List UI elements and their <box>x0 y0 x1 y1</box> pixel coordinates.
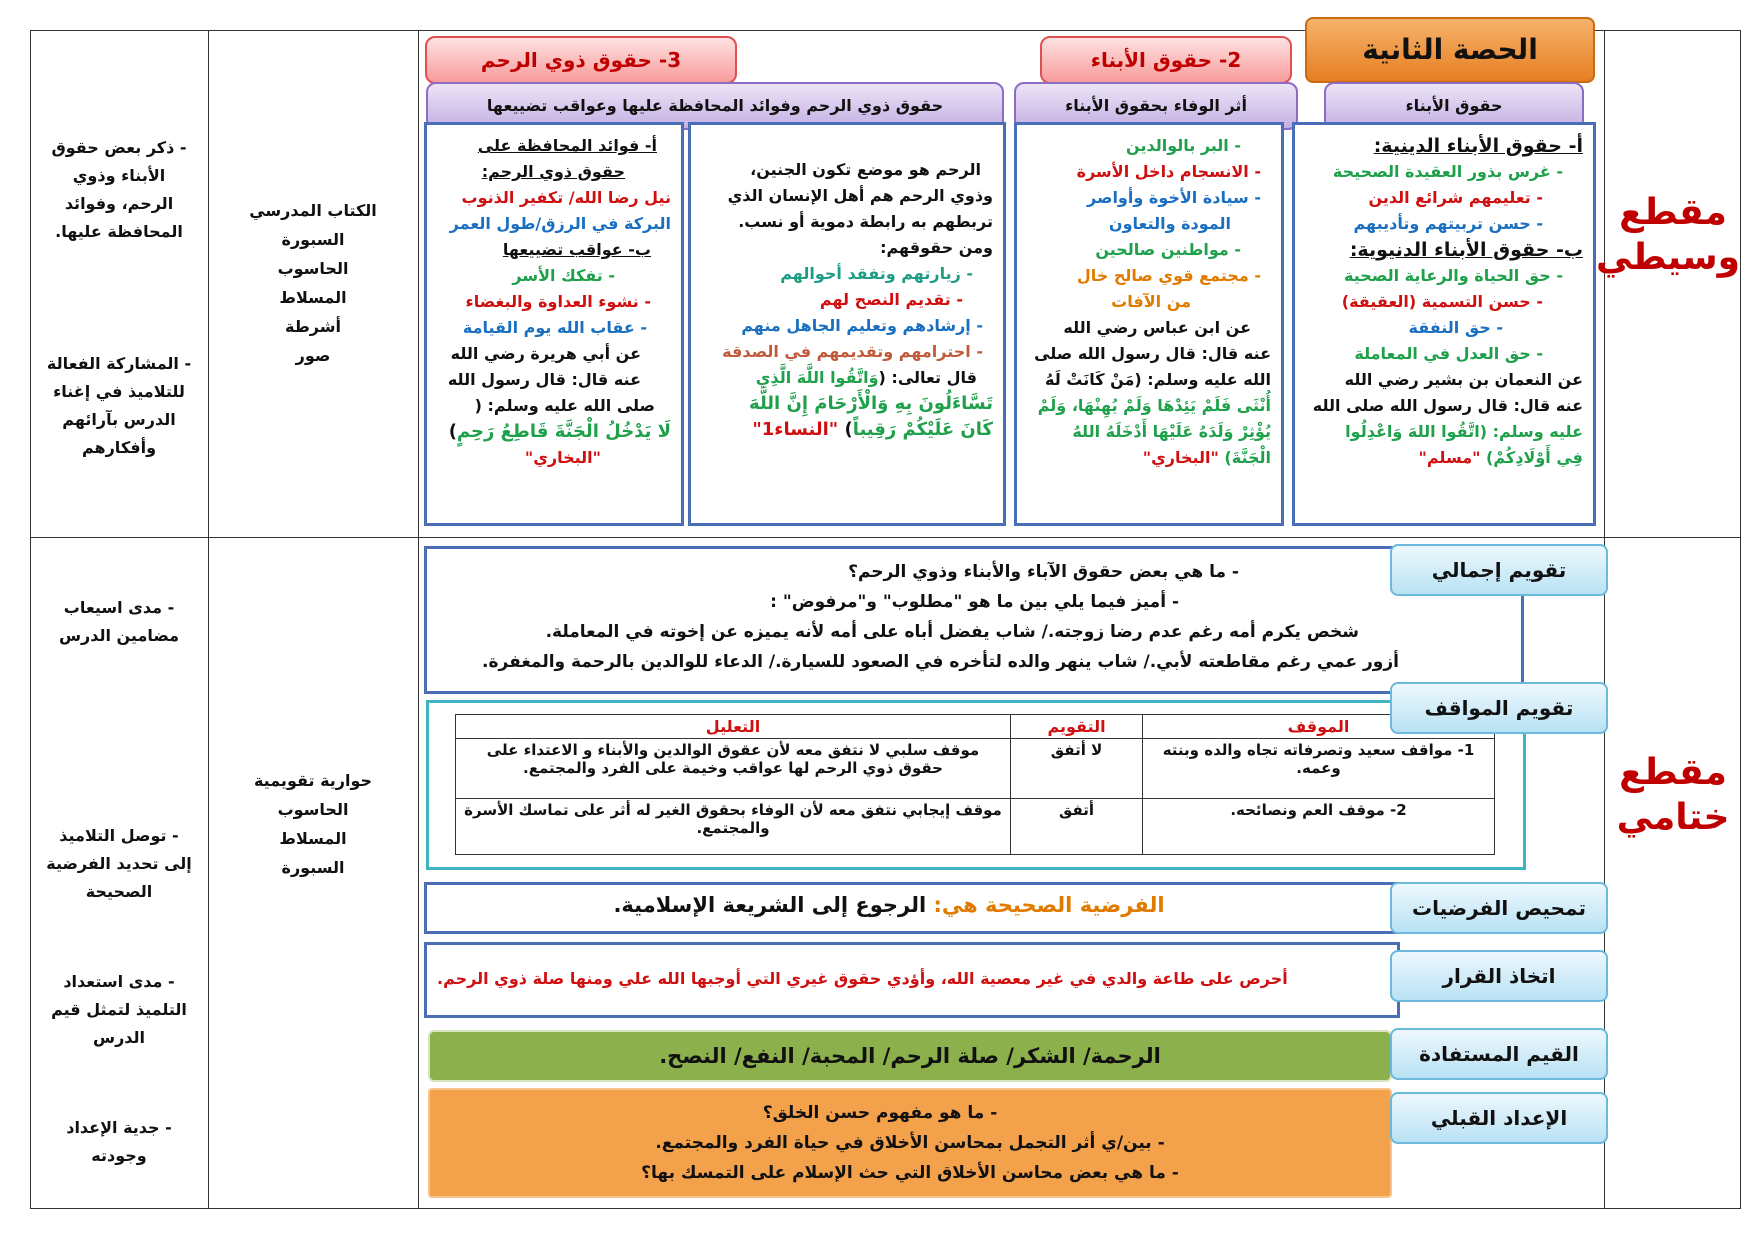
verse-source: "النساء1" <box>752 419 839 440</box>
resources-top <box>210 196 416 370</box>
phase-middle-line1: مقطع <box>1619 192 1727 233</box>
criteria-line: - المشاركة الفعالة <box>46 354 192 373</box>
values-label: القيم المستفادة <box>1390 1028 1608 1080</box>
verse-line <box>701 365 993 391</box>
criteria-line: الدرس بآرائهم <box>62 410 176 429</box>
summary-eval-box <box>424 546 1524 694</box>
hadith-line <box>1305 445 1583 471</box>
session-title: الحصة الثانية <box>1305 17 1595 83</box>
list-item: - حق الحياة والرعاية الصحية <box>1344 266 1563 285</box>
frame-col-1 <box>208 30 209 1209</box>
list-item-cont: المودة والتعاون <box>1108 214 1231 233</box>
values-text: الرحمة/ الشكر/ صلة الرحم/ المحبة/ النفع/ النصح. <box>659 1044 1161 1068</box>
list-item: - زيارتهم وتفقد أحوالهم <box>780 264 973 283</box>
hadith-text: الْجَنَّةَ) <box>1224 448 1271 467</box>
resource-item: حوارية تقويمية <box>253 771 373 790</box>
values-box <box>428 1030 1392 1082</box>
criteria-line: المحافظة عليها. <box>55 222 183 241</box>
hadith-line: صلى الله عليه وسلم: ( <box>474 396 655 415</box>
hadith-text: عليه وسلم: (اتَّقُوا اللهَ وَاعْدِلُوا <box>1345 422 1583 441</box>
frame-middle <box>30 537 1740 538</box>
verse-line: كَانَ عَلَيْكُمْ رَقِيباً) "النساء1" <box>752 419 993 440</box>
resources-bottom <box>210 766 416 882</box>
loyalty-effects-box <box>1014 122 1284 526</box>
prep-label: الإعداد القبلي <box>1390 1092 1608 1144</box>
hadith-line: أُنْثَى فَلَمْ يَئِدْهَا وَلَمْ يُهِنْهَا، وَلَمْ <box>1037 396 1271 415</box>
list-item: - الانسجام داخل الأسرة <box>1076 162 1261 181</box>
criteria-line: وأفكارهم <box>81 438 157 457</box>
table-row <box>456 739 1495 799</box>
hadith-line: عن النعمان بن بشير رضي الله <box>1344 370 1583 389</box>
list-item: - نشوء العداوة والبغضاء <box>465 292 651 311</box>
phase-final-line1: مقطع <box>1619 752 1727 793</box>
table-header: التعليل <box>456 715 1011 739</box>
criteria-6 <box>32 1114 206 1170</box>
list-item: - حق العدل في المعاملة <box>1354 344 1543 363</box>
decision-text: أحرص على طاعة والدي في غير معصية الله، وأؤدي حقوق غيري التي أوجبها الله علي ومنها صلة ذوي الرحم. <box>437 969 1288 988</box>
summary-question: - أميز فيما يلي بين ما هو "مطلوب" و"مرفوض" : <box>770 592 1179 612</box>
list-item: - حسن التسمية (العقيقة) <box>1341 292 1543 311</box>
criteria-1 <box>32 134 206 246</box>
tab-children-rights: 2- حقوق الأبناء <box>1040 36 1292 84</box>
verse-text: كَانَ عَلَيْكُمْ رَقِيباً <box>852 419 993 440</box>
table-header: الموقف <box>1143 715 1495 739</box>
verse-line: تَسَّاءَلُونَ بِهِ وَالْأَرْحَامَ إِنَّ اللَّهَ <box>749 393 993 414</box>
decision-label: اتخاذ القرار <box>1390 950 1608 1002</box>
table-header-row <box>456 715 1495 739</box>
criteria-line: - مدى استعداد <box>63 972 175 991</box>
children-religious-title: أ- حقوق الأبناء الدينية: <box>1373 135 1583 157</box>
list-item: - حق النفقة <box>1408 318 1503 337</box>
table-row <box>456 799 1495 855</box>
resource-item: الحاسوب <box>277 259 349 278</box>
phase-final-line2: ختامي <box>1616 797 1730 838</box>
criteria-line: الصحيحة <box>85 882 153 901</box>
summary-eval-label: تقويم إجمالي <box>1390 544 1608 596</box>
hypothesis-label: تمحيص الفرضيات <box>1390 882 1608 934</box>
list-item: - عقاب الله يوم القيامة <box>462 318 647 337</box>
hadith-line: عن أبي هريرة رضي الله <box>450 344 641 363</box>
frame-bottom <box>30 1208 1740 1209</box>
resource-item: المسلاط <box>279 829 347 848</box>
criteria-line: الأبناء وذوي <box>72 166 166 185</box>
prep-box <box>428 1088 1392 1198</box>
phase-middle <box>1596 190 1740 280</box>
criteria-line: إلى تحديد الفرضية <box>46 854 192 873</box>
hadith-line: عنه قال: قال رسول الله صلى <box>1034 344 1271 363</box>
hadith-line: يُؤْثِرْ وَلَدَهُ عَلَيْهَا أَدْخَلَهُ اللهُ <box>1072 422 1271 441</box>
positions-table <box>455 714 1495 855</box>
verdict-cell: أتفق <box>1011 799 1143 855</box>
criteria-5 <box>32 968 206 1052</box>
verdict-cell: لا أتفق <box>1011 739 1143 799</box>
phase-middle-line2: وسيطي <box>1596 237 1740 278</box>
criteria-line: للتلاميذ في إغناء <box>53 382 185 401</box>
criteria-4 <box>32 822 206 906</box>
list-item: - مجتمع قوي صالح خال <box>1076 266 1261 285</box>
frame-right <box>1740 30 1741 1209</box>
prep-question: - بين/ي أثر التجمل بمحاسن الأخلاق في حياة الفرد والمجتمع. <box>655 1133 1165 1153</box>
subtitle-loyalty-effects: أثر الوفاء بحقوق الأبناء <box>1014 82 1298 130</box>
definition-line: ومن حقوقهم: <box>880 238 993 257</box>
resource-item: السبورة <box>281 230 345 249</box>
reason-cell: موقف سلبي لا نتفق معه لأن عقوق الوالدين والأبناء و الاعتداء على حقوق ذوي الرحم لها عواقب وخيمة على الفرد والمجتمع. <box>456 739 1011 799</box>
list-item: - مواطنين صالحين <box>1095 240 1241 259</box>
criteria-line: - توصل التلاميذ <box>59 826 179 845</box>
hadith-text: فِي أَوْلَادِكُمْ) <box>1486 448 1583 467</box>
criteria-line: - مدى اسيعاب <box>63 598 175 617</box>
criteria-line: مضامين الدرس <box>58 626 180 645</box>
kinship-benefits-box <box>424 122 684 526</box>
list-item: - غرس بذور العقيدة الصحيحة <box>1332 162 1563 181</box>
hypothesis-box <box>424 882 1524 934</box>
hypothesis-text: الرجوع إلى الشريعة الإسلامية. <box>613 893 927 917</box>
children-rights-box <box>1292 122 1596 526</box>
criteria-line: - ذكر بعض حقوق <box>51 138 187 157</box>
table-header: التقويم <box>1011 715 1143 739</box>
subtitle-kinship-rights: حقوق ذوي الرحم وفوائد المحافظة عليها وعواقب تضييعها <box>426 82 1004 130</box>
hadith-line <box>1027 445 1271 471</box>
hypothesis-prefix: الفرضية الصحيحة هي: <box>933 893 1165 917</box>
definition-line: تربطهم به رابطة دموية أو نسب. <box>738 212 993 231</box>
position-cell: 1- مواقف سعيد وتصرفاته تجاه والده وبنته وعمه. <box>1143 739 1495 799</box>
frame-left <box>30 30 31 1209</box>
hadith-line: الله عليه وسلم: (مَنْ كَانَتْ لَهُ <box>1044 370 1271 389</box>
resource-item: أشرطة <box>285 317 341 336</box>
resource-item: الحاسوب <box>277 800 349 819</box>
list-item: - تعليمهم شرائع الدين <box>1368 188 1543 207</box>
verse-text: وَاتَّقُوا اللَّهَ الَّذِي <box>755 368 879 387</box>
positions-eval-label: تقويم المواقف <box>1390 682 1608 734</box>
hadith-text: لَا يَدْخُلُ الْجَنَّةَ قَاطِعُ رَحِمٍ <box>456 421 671 442</box>
phase-final <box>1606 750 1740 840</box>
list-item: - سيادة الأخوة وأواصر <box>1087 188 1261 207</box>
list-item: - البر بالوالدين <box>1126 136 1241 155</box>
hadith-line: لَا يَدْخُلُ الْجَنَّةَ قَاطِعُ رَحِمٍ) <box>448 421 671 442</box>
criteria-line: - جدية الإعداد <box>66 1118 172 1137</box>
resource-item: الكتاب المدرسي <box>249 201 377 220</box>
hadith-line: عن ابن عباس رضي الله <box>1063 318 1251 337</box>
definition-line: الرحم هو موضع تكون الجنين، <box>750 160 981 179</box>
resource-item: السبورة <box>281 858 345 877</box>
list-item: - احترامهم وتقديمهم في الصدقة <box>722 342 983 361</box>
list-item-cont: من الآفات <box>1111 292 1191 311</box>
definition-line: وذوي الرحم هم أهل الإنسان الذي <box>727 186 993 205</box>
list-item: - تقديم النصح لهم <box>819 290 963 309</box>
benefits-title: حقوق ذوي الرحم: <box>481 162 625 181</box>
list-item: - إرشادهم وتعليم الجاهل منهم <box>741 316 983 335</box>
summary-statement: شخص يكرم أمه رغم عدم رضا زوجته./ شاب يفضل أباه على أمه لأنه يميزه عن إخوته في المعاملة. <box>545 622 1359 642</box>
tab-kinship-rights: 3- حقوق ذوي الرحم <box>425 36 737 84</box>
decision-box <box>424 942 1400 1018</box>
consequences-title: ب- عواقب تضييعها <box>502 240 651 259</box>
subtitle-children-rights: حقوق الأبناء <box>1324 82 1584 130</box>
hadith-source: "مسلم" <box>1418 448 1481 467</box>
hadith-source: "البخاري" <box>1142 448 1219 467</box>
criteria-2 <box>32 350 206 462</box>
criteria-line: الدرس <box>92 1028 146 1047</box>
position-cell: 2- موقف العم ونصائحه. <box>1143 799 1495 855</box>
benefits-title: أ- فوائد المحافظة على <box>477 136 657 155</box>
list-item: نيل رضا الله/ تكفير الذنوب <box>461 188 671 207</box>
list-item: البركة في الرزق/طول العمر <box>449 214 671 233</box>
resource-item: المسلاط <box>279 288 347 307</box>
criteria-line: وجودته <box>91 1146 147 1165</box>
prep-question: - ما هو مفهوم حسن الخلق؟ <box>762 1103 998 1123</box>
verse-intro: قال تعالى: ( <box>878 368 977 387</box>
kinship-definition-box <box>688 122 1006 526</box>
children-worldly-title: ب- حقوق الأبناء الدنيوية: <box>1349 239 1583 261</box>
frame-col-2 <box>418 30 419 1209</box>
reason-cell: موقف إيجابي نتفق معه لأن الوفاء بحقوق الغير له أثر على تماسك الأسرة والمجتمع. <box>456 799 1011 855</box>
list-item: - حسن تربيتهم وتأديبهم <box>1353 214 1543 233</box>
hadith-line: عنه قال: قال رسول الله صلى الله <box>1312 396 1583 415</box>
resource-item: صور <box>295 346 331 365</box>
criteria-3 <box>32 594 206 650</box>
summary-statement: أزور عمي رغم مقاطعته لأبي./ شاب ينهر والده لتأخره في الصعود للسيارة./ الدعاء للوالدين بالرحمة والمغفرة. <box>482 652 1399 672</box>
hadith-line <box>1305 419 1583 445</box>
summary-question: - ما هي بعض حقوق الآباء والأبناء وذوي الرحم؟ <box>848 562 1239 582</box>
criteria-line: التلميذ لتمثل قيم <box>51 1000 187 1019</box>
list-item: - تفكك الأسر <box>512 266 615 285</box>
criteria-line: الرحم، وفوائد <box>64 194 174 213</box>
prep-question: - ما هي بعض محاسن الأخلاق التي حث الإسلام على التمسك بها؟ <box>641 1163 1179 1183</box>
hadith-source: "البخاري" <box>524 448 601 467</box>
hadith-line: عنه قال: قال رسول الله <box>447 370 641 389</box>
